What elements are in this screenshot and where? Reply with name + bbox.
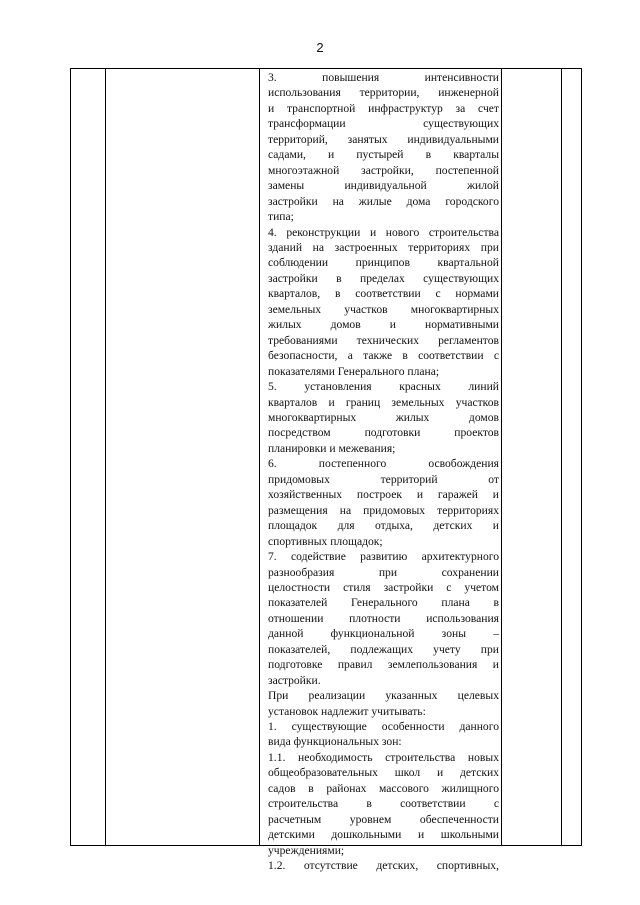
text-line: многоквартирных жилых домов xyxy=(268,410,499,424)
text-line: хозяйственных построек и гаражей и xyxy=(268,488,499,502)
column-divider xyxy=(561,69,562,845)
column-divider xyxy=(105,69,106,845)
text-line: и транспортной инфраструктур за счет xyxy=(268,101,499,115)
text-line: планировки и межевания; xyxy=(268,441,396,455)
table-text-cell xyxy=(268,70,499,874)
text-line: 1. существующие особенности данного xyxy=(268,720,499,734)
text-line: При реализации указанных целевых xyxy=(268,689,499,703)
text-line: типа; xyxy=(268,210,294,224)
text-line: целостности стиля застройки с учетом xyxy=(268,580,499,594)
text-line: отношении плотности использования xyxy=(268,611,499,625)
text-line: зданий на застроенных территориях при xyxy=(268,240,499,254)
text-line: придомовых территорий от xyxy=(268,472,499,486)
text-line: земельных участков многоквартирных xyxy=(268,302,499,316)
text-line: учреждениями; xyxy=(268,843,345,857)
text-line: трансформации существующих xyxy=(268,117,499,131)
text-line: территорий, занятых индивидуальными xyxy=(268,132,499,146)
text-line: строительства в соответствии с xyxy=(268,797,499,811)
text-line: детскими дошкольными и школьными xyxy=(268,828,499,842)
text-line: требованиями технических регламентов xyxy=(268,333,499,347)
text-line: установок надлежит учитывать: xyxy=(268,704,426,718)
text-line: показателями Генерального плана; xyxy=(268,364,440,378)
text-line: 7. содействие развитию архитектурного xyxy=(268,550,499,564)
text-line: использования территории, инженерной xyxy=(268,86,499,100)
text-line: садов в районах массового жилищного xyxy=(268,781,499,795)
text-line: показателей, подлежащих учету при xyxy=(268,642,499,656)
text-line: 6. постепенного освобождения xyxy=(268,457,499,471)
text-line: посредством подготовки проектов xyxy=(268,426,499,440)
text-line: кварталов и границ земельных участков xyxy=(268,395,499,409)
text-line: 5. установления красных линий xyxy=(268,380,499,394)
text-line: спортивных площадок; xyxy=(268,534,383,548)
text-line: безопасности, а также в соответствии с xyxy=(268,349,499,363)
text-line: разнообразия при сохранении xyxy=(268,565,499,579)
text-line: 1.2. отсутствие детских, спортивных, xyxy=(268,859,499,873)
text-line: садами, и пустырей в кварталы xyxy=(268,148,499,162)
text-line: кварталов, в соответствии с нормами xyxy=(268,287,499,301)
text-line: подготовке правил землепользования и xyxy=(268,658,499,672)
column-divider xyxy=(259,69,260,845)
text-line: застройки на жилые дома городского xyxy=(268,194,499,208)
text-line: 3. повышения интенсивности xyxy=(268,71,499,84)
page-number: 2 xyxy=(316,40,324,55)
text-line: многоэтажной застройки, постепенной xyxy=(268,163,499,177)
text-line: общеобразовательных школ и детских xyxy=(268,766,499,780)
text-line: площадок для отдыха, детских и xyxy=(268,519,499,533)
text-line: застройки в пределах существующих xyxy=(268,271,499,285)
text-line: вида функциональных зон: xyxy=(268,735,402,749)
text-line: 1.1. необходимость строительства новых xyxy=(268,750,499,764)
text-line: жилых домов и нормативными xyxy=(268,318,499,332)
text-line: данной функциональной зоны – xyxy=(268,627,499,641)
text-line: соблюдении принципов квартальной xyxy=(268,256,499,270)
text-line: замены индивидуальной жилой xyxy=(268,179,499,193)
text-line: показателей Генерального плана в xyxy=(268,596,499,610)
text-line: расчетным уровнем обеспеченности xyxy=(268,812,499,826)
column-divider xyxy=(501,69,502,845)
text-line: 4. реконструкции и нового строительства xyxy=(268,225,499,239)
text-line: застройки. xyxy=(268,673,321,687)
document-table xyxy=(70,68,582,873)
text-line: размещения на придомовых территориях xyxy=(268,503,499,517)
